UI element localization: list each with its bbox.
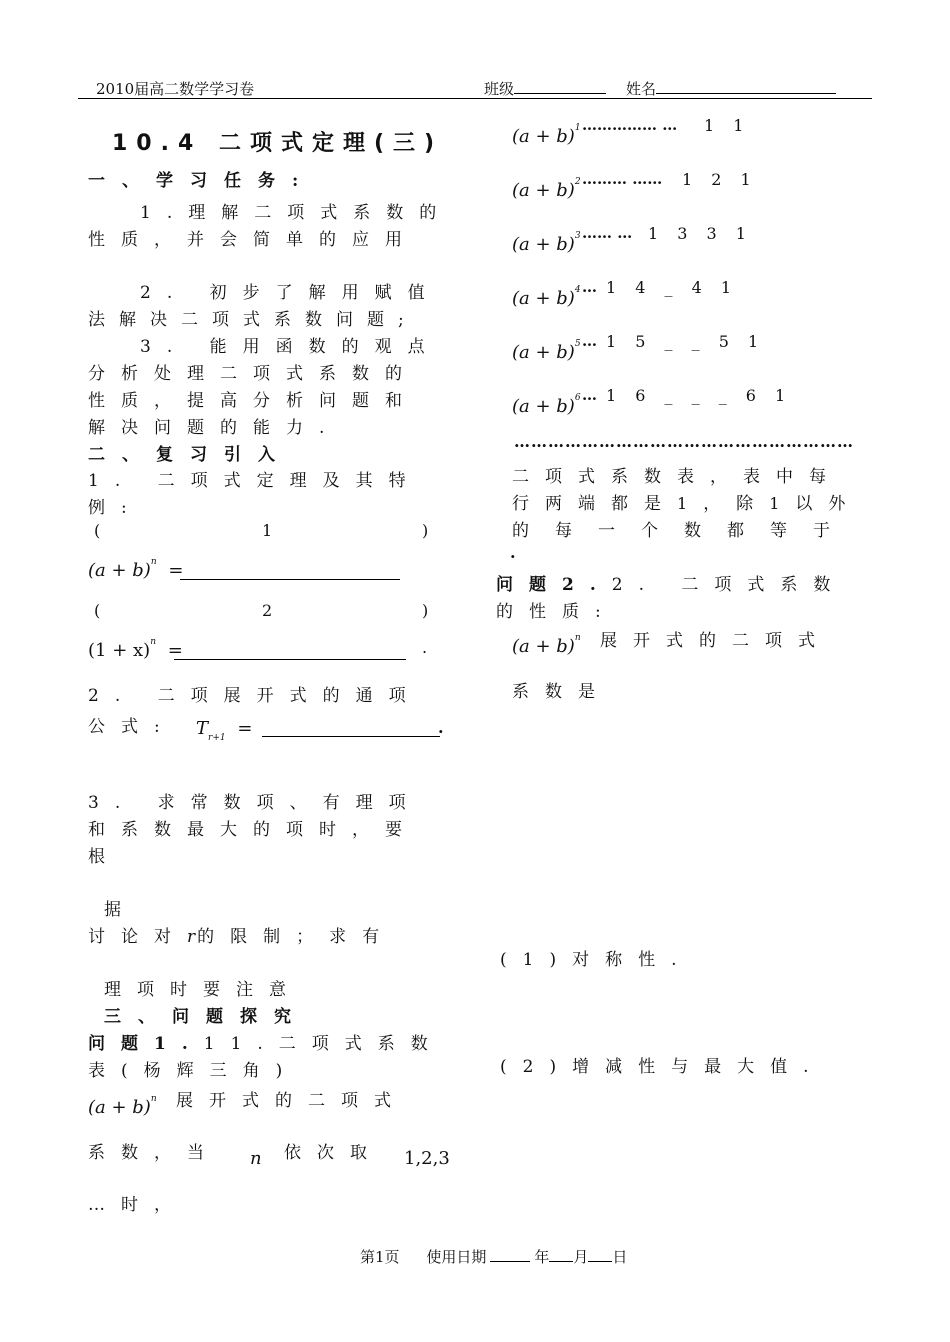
question-1-line-d2: 依次取 [284, 1143, 383, 1163]
table-line-b [512, 489, 861, 514]
day-label: 日 [612, 1248, 628, 1266]
pascal-row-numbers: 1 2 1 [682, 170, 755, 189]
review-3-line-a: 3. 求常数项、有理项 [88, 793, 422, 813]
task-2-line-a: 2. 初步了解用赋值 [140, 283, 441, 303]
task-3-line-a: 3. 能用函数的观点 [140, 337, 441, 357]
page-number: 第1页 [360, 1248, 400, 1266]
task-2-line-b: 法解决二项式系数问题; [88, 310, 418, 330]
formula-1-base: (a + b) [88, 560, 151, 581]
pascal-row-formula: (a + b) [512, 342, 575, 363]
table-line-c: 的每一个数都等于 [512, 521, 856, 541]
pascal-row-numbers: 1 6 _ _ _ 6 1 [606, 386, 790, 405]
paren-2-open: ( [94, 601, 101, 620]
footer [360, 1246, 627, 1267]
pascal-row-2 [512, 177, 581, 201]
term-period: . [438, 718, 444, 737]
task-3-line-c: 性质，提高分析问题和 [88, 391, 418, 411]
question-1-line-c: 展开式的二项式 [176, 1091, 407, 1111]
pascal-row-3 [512, 231, 581, 255]
paren-1-close: ) [422, 521, 429, 540]
term-blank[interactable] [262, 722, 440, 737]
property-2: (2)增减性与最大值. [500, 1057, 825, 1077]
pascal-row-exponent: 1 [574, 123, 581, 133]
question-2-label: 问题2. [496, 575, 612, 595]
review-3-e1: 讨论对 [88, 927, 187, 947]
question-1-formula-base: (a + b) [88, 1097, 151, 1118]
formula-2-period: . [422, 638, 428, 657]
section-3-heading: 三、问题探究 [104, 1007, 308, 1027]
review-3-line-c: 根 [88, 847, 121, 867]
formula-2-exp: n [150, 637, 156, 647]
header-rule [78, 98, 872, 99]
pascal-row-exponent: 5 [574, 339, 581, 349]
question-2-line-c: 展开式的二项式 [600, 631, 831, 651]
pascal-row-numbers: 1 3 3 1 [648, 224, 750, 243]
pascal-row-exponent: 2 [574, 177, 581, 187]
pascal-row-dots: … [582, 332, 597, 350]
table-b2: ，除 [703, 494, 770, 514]
task-1-line-b: 性质，并会简单的应用 [88, 230, 418, 250]
paren-1-open: ( [94, 521, 101, 540]
review-2-line-a: 2. 二项展开式的通项 [88, 686, 422, 706]
formula-1-eq: = [168, 560, 184, 581]
class-blank[interactable] [514, 93, 606, 94]
question-1-values: 1,2,3 [404, 1148, 450, 1169]
pascal-row-exponent: 3 [574, 231, 581, 241]
question-1-formula-exp: n [150, 1094, 157, 1104]
question-2-line-a [496, 570, 846, 595]
review-1-line-b: 例: [88, 498, 143, 518]
name-field[interactable] [626, 78, 836, 99]
pascal-row-formula: (a + b) [512, 234, 575, 255]
table-b1: 行两端都是 [512, 494, 677, 514]
table-b-one: 1 [677, 494, 704, 513]
question-2-formula-base: (a + b) [512, 636, 575, 657]
section-2-heading: 二、复习引入 [88, 445, 292, 465]
month-blank[interactable] [549, 1261, 573, 1262]
table-line-a: 二项式系数表，表中每 [512, 467, 842, 487]
table-b3: 以外 [795, 494, 862, 514]
year-label: 年 [534, 1248, 550, 1266]
formula-1 [88, 557, 184, 581]
dots-line: …………………………………………………… [514, 432, 854, 451]
question-2-a: 2. 二项式系数 [611, 575, 847, 595]
pascal-row-exponent: 4 [574, 285, 581, 295]
pascal-row-numbers: 1 4 _ 4 1 [606, 278, 736, 297]
year-blank[interactable] [490, 1261, 530, 1262]
question-2-formula-exp: n [574, 633, 581, 643]
paren-2-close: ) [422, 601, 429, 620]
pascal-row-dots: …… … [582, 224, 633, 242]
term-T: T [196, 718, 209, 739]
review-3-r: r [187, 927, 198, 947]
task-3-line-d: 解决问题的能力. [88, 418, 341, 438]
review-3-line-e [88, 922, 395, 947]
pascal-row-dots: …………… … [582, 116, 678, 134]
pascal-row-5 [512, 339, 581, 363]
formula-2-blank[interactable] [174, 642, 406, 660]
paren-2-num: 2 [262, 601, 273, 620]
name-blank[interactable] [656, 93, 836, 94]
review-3-line-f: 理项时要注意 [104, 980, 302, 1000]
review-2-line-b: 公式: [88, 717, 176, 737]
formula-1-exp: n [150, 557, 157, 567]
pascal-row-numbers: 1 5 _ _ 5 1 [606, 332, 763, 351]
review-3-line-d: 据 [104, 900, 137, 920]
pascal-row-formula: (a + b) [512, 396, 575, 417]
formula-2 [88, 637, 183, 661]
formula-2-eq: = [167, 640, 183, 661]
term-eq: = [237, 718, 253, 739]
pascal-row-exponent: 6 [574, 393, 581, 403]
review-1-line-a: 1. 二项式定理及其特 [88, 471, 422, 491]
question-1-formula [88, 1094, 157, 1118]
question-2-line-b: 的性质: [496, 602, 617, 622]
question-1-line-e: …时， [88, 1195, 187, 1215]
question-1-line-b: 表(杨辉三角) [88, 1061, 299, 1081]
pascal-row-1 [512, 123, 581, 147]
question-2-line-d: 系数是 [512, 682, 611, 702]
review-3-e2: 的限制；求有 [197, 927, 396, 947]
pascal-row-4 [512, 285, 581, 309]
formula-2-base: (1 + x) [88, 640, 151, 661]
task-3-line-b: 分析处理二项式系数的 [88, 364, 418, 384]
date-label: 使用日期 [426, 1248, 487, 1266]
pascal-row-dots: … [582, 386, 597, 404]
day-blank[interactable] [588, 1261, 612, 1262]
header-title: 2010届高二数学学习卷 [96, 80, 255, 98]
question-1-a: 11.二项式系数 [203, 1034, 444, 1054]
term-formula [196, 718, 253, 743]
review-3-line-b: 和系数最大的项时，要 [88, 820, 418, 840]
pascal-row-dots: … [582, 278, 597, 296]
question-1-n: n [250, 1148, 262, 1169]
question-1-line-d: 系数，当 [88, 1143, 220, 1163]
pascal-row-formula: (a + b) [512, 288, 575, 309]
page-title: 10.4 二项式定理(三) [112, 131, 444, 156]
question-1-line-a [88, 1029, 444, 1054]
table-line-d: . [510, 543, 516, 562]
paren-1-num: 1 [262, 521, 273, 540]
property-1: (1)对称性. [500, 950, 693, 970]
question-2-formula [512, 633, 581, 657]
month-label: 月 [573, 1248, 589, 1266]
pascal-row-numbers: 1 1 [704, 116, 748, 135]
formula-1-blank[interactable] [180, 562, 400, 580]
section-1-heading: 一、学习任务: [88, 171, 316, 191]
task-1-line-a: 1.理解二项式系数的 [140, 203, 453, 223]
class-field[interactable] [484, 78, 606, 99]
table-b-one2: 1 [769, 494, 796, 513]
question-1-label: 问题1. [88, 1034, 204, 1054]
pascal-row-dots: ……… …… [582, 170, 663, 188]
pascal-row-formula: (a + b) [512, 126, 575, 147]
pascal-row-6 [512, 393, 581, 417]
term-sub: r+1 [208, 733, 226, 743]
class-label: 班级 [484, 80, 515, 98]
pascal-row-formula: (a + b) [512, 180, 575, 201]
name-label: 姓名 [626, 80, 657, 98]
